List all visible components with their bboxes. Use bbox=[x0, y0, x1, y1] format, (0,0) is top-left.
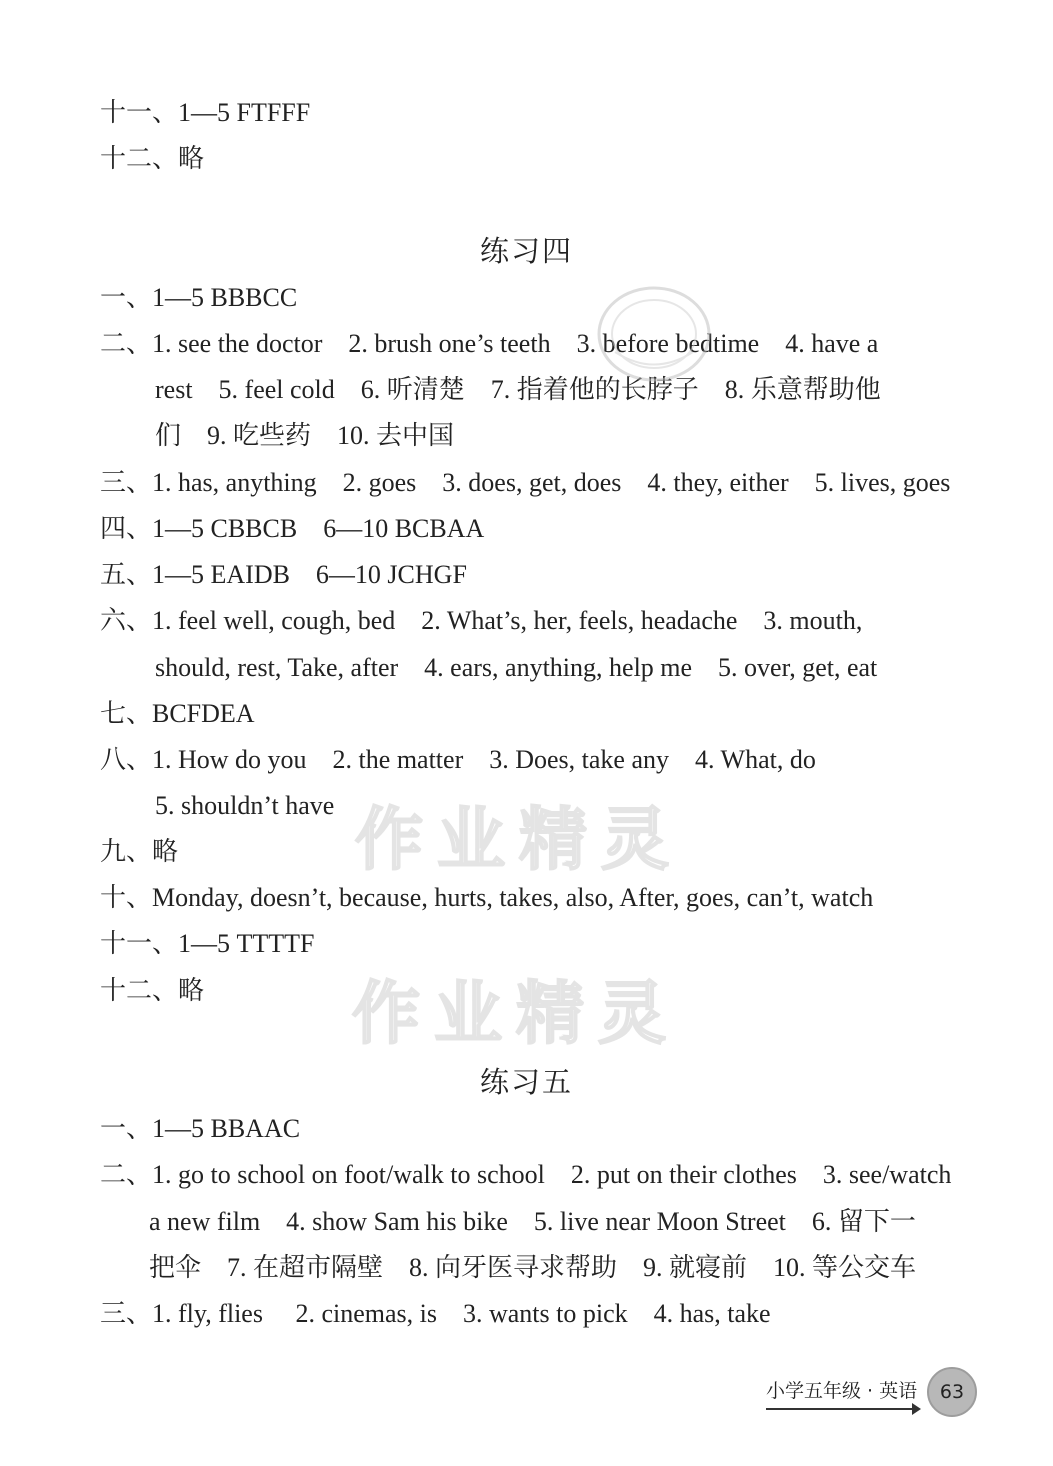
answer-line: 三、1. fly, flies 2. cinemas, is 3. wants to pick 4. has, take bbox=[100, 1299, 771, 1328]
answer-line: 二、1. see the doctor 2. brush one’s teeth 3. before bedtime 4. have a bbox=[100, 329, 879, 358]
book-label: 小学五年级 · 英语 bbox=[766, 1380, 918, 1402]
answer-line: 五、1—5 EAIDB 6—10 JCHGF bbox=[100, 560, 467, 589]
answer-line: 十二、略 bbox=[100, 976, 205, 1005]
watermark-text: 作业精灵 bbox=[355, 801, 684, 880]
footer-underline bbox=[766, 1408, 916, 1410]
answer-line: rest 5. feel cold 6. 听清楚 7. 指着他的长脖子 8. 乐意帮助他 bbox=[155, 375, 881, 404]
answer-line: 把伞 7. 在超市隔壁 8. 向牙医寻求帮助 9. 就寝前 10. 等公交车 bbox=[149, 1253, 917, 1282]
answer-line: a new film 4. show Sam his bike 5. live near Moon Street 6. 留下一 bbox=[149, 1207, 916, 1236]
answer-line: 一、1—5 BBAAC bbox=[100, 1114, 301, 1143]
answer-line: 十一、1—5 TTTTF bbox=[100, 929, 315, 958]
answer-line: 5. shouldn’t have bbox=[155, 791, 335, 820]
answer-line: 八、1. How do you 2. the matter 3. Does, take any 4. What, do bbox=[100, 745, 816, 774]
answer-line: 六、1. feel well, cough, bed 2. What’s, her, feels, headache 3. mouth, bbox=[100, 606, 863, 635]
watermark-text: 作业精灵 bbox=[352, 975, 681, 1054]
answer-line: 十二、略 bbox=[100, 144, 205, 173]
answer-line: 四、1—5 CBBCB 6—10 BCBAA bbox=[100, 514, 485, 543]
page-number: 63 bbox=[927, 1367, 977, 1417]
answer-line: 三、1. has, anything 2. goes 3. does, get, does 4. they, either 5. lives, goes bbox=[100, 468, 951, 497]
answer-line: 十一、1—5 FTFFF bbox=[100, 98, 311, 127]
answer-line: 十、Monday, doesn’t, because, hurts, takes, also, After, goes, can’t, watch bbox=[100, 883, 874, 912]
watermark-stamp-icon bbox=[595, 282, 713, 386]
answer-line: 二、1. go to school on foot/walk to school 2. put on their clothes 3. see/watch bbox=[100, 1160, 952, 1189]
answer-line: 七、BCFDEA bbox=[100, 699, 255, 728]
answer-line: should, rest, Take, after 4. ears, anything, help me 5. over, get, eat bbox=[155, 653, 878, 682]
arrow-right-icon bbox=[912, 1403, 921, 1415]
answer-line: 们 9. 吃些药 10. 去中国 bbox=[155, 421, 455, 450]
section-title-exercise-4: 练习四 bbox=[479, 236, 573, 268]
answer-line: 一、1—5 BBBCC bbox=[100, 283, 298, 312]
answer-line: 九、略 bbox=[100, 837, 179, 866]
section-title-exercise-5: 练习五 bbox=[479, 1067, 573, 1099]
